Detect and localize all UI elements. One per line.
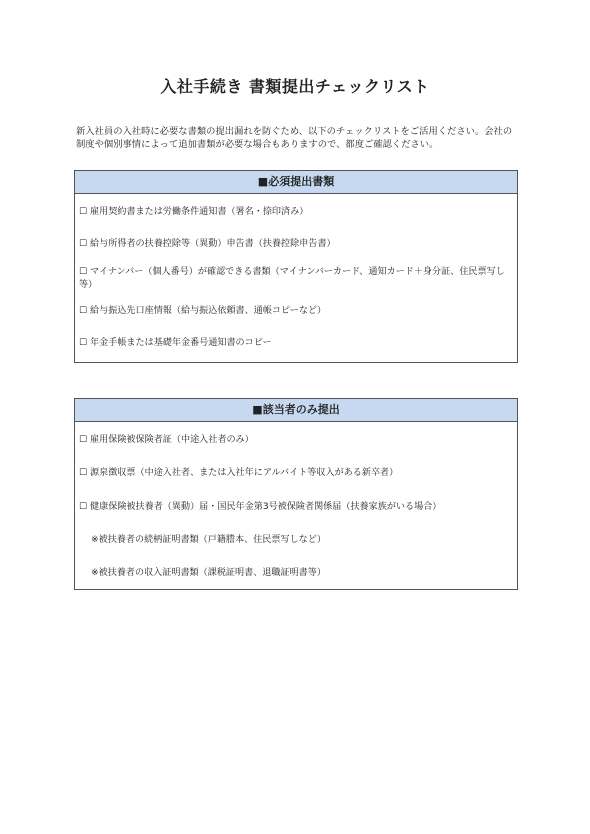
- required-documents-box: [74, 170, 518, 363]
- note-income-proof: ※被扶養者の収入証明書類（課税証明書、退職証明書等）: [91, 568, 326, 578]
- checklist-item-health-insurance-dependent-form[interactable]: ☐ 健康保険被扶養者（異動）届・国民年金第3号被保険者関係届（扶養家族がいる場合）: [79, 502, 442, 512]
- checklist-item-employment-contract[interactable]: ☐ 雇用契約書または労働条件通知書（署名・捺印済み）: [79, 207, 309, 217]
- checklist-item-pension-book[interactable]: ☐ 年金手帳または基礎年金番号通知書のコピー: [79, 338, 272, 348]
- conditional-documents-header: ■該当者のみ提出: [75, 399, 517, 422]
- note-relationship-proof: ※被扶養者の続柄証明書類（戸籍謄本、住民票写しなど）: [91, 535, 326, 545]
- checklist-item-bank-account-info[interactable]: ☐ 給与振込先口座情報（給与振込依頼書、通帳コピーなど）: [79, 306, 327, 316]
- page-title: 入社手続き 書類提出チェックリスト: [160, 77, 430, 96]
- conditional-documents-box: [74, 398, 518, 590]
- required-documents-header: ■必須提出書類: [75, 171, 517, 194]
- checklist-item-withholding-slip[interactable]: ☐ 源泉徴収票（中途入社者、または入社年にアルバイト等収入がある新卒者）: [79, 468, 399, 478]
- checklist-item-my-number-documents[interactable]: ☐ マイナンバー（個人番号）が確認できる書類（マイナンバーカード、通知カード＋身分証、住民票写し等）: [79, 267, 505, 290]
- checklist-item-dependent-deduction-form[interactable]: ☐ 給与所得者の扶養控除等（異動）申告書（扶養控除申告書）: [79, 239, 336, 249]
- checklist-item-employment-insurance-card[interactable]: ☐ 雇用保険被保険者証（中途入社者のみ）: [79, 435, 254, 445]
- intro-text: 新入社員の入社時に必要な書類の提出漏れを防ぐため、以下のチェックリストをご活用ください。会社の制度や個別事情によって追加書類が必要な場合もありますので、都度ご確認ください。: [76, 126, 513, 150]
